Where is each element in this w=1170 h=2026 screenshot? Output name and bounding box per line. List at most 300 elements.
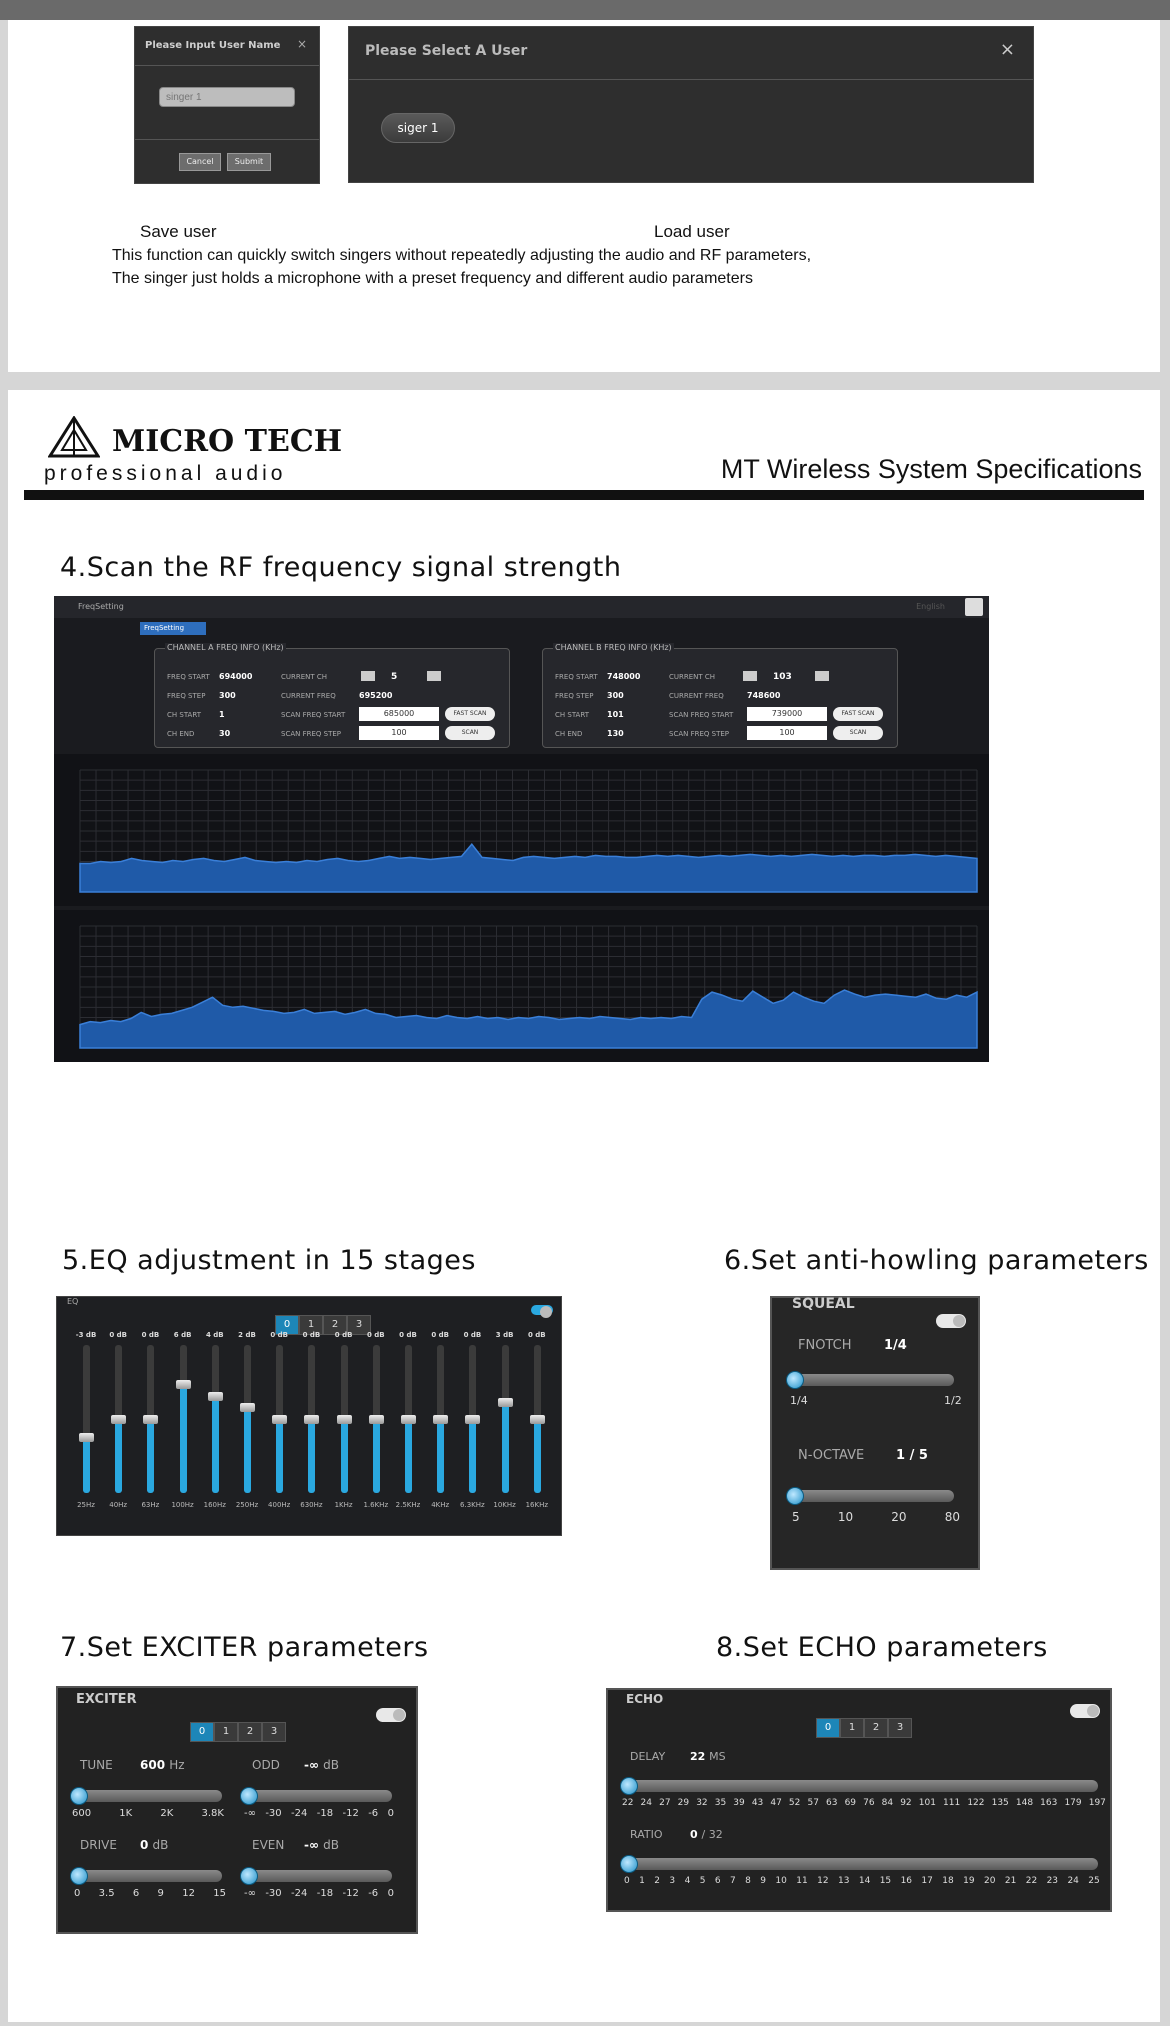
ch-increment-button[interactable] xyxy=(427,671,441,681)
tick-label: 2 xyxy=(654,1876,661,1886)
tick-label: 16 xyxy=(900,1876,913,1886)
tick-label: 21 xyxy=(1004,1876,1017,1886)
eq-band-gain: 0 dB xyxy=(302,1331,321,1339)
odd-ticks xyxy=(244,1808,394,1819)
eq-band-gain: 3 dB xyxy=(495,1331,514,1339)
tick-label: 0 xyxy=(387,1808,394,1819)
section-6-heading: 6.Set anti-howling parameters xyxy=(724,1245,1149,1276)
tick-label: 24 xyxy=(1067,1876,1079,1886)
tick-label: 19 xyxy=(963,1876,975,1886)
odd-slider-handle[interactable] xyxy=(240,1787,258,1805)
eq-band-freq: 40Hz xyxy=(109,1501,128,1509)
tick-label: 15 xyxy=(213,1888,226,1899)
label: SCAN FREQ STEP xyxy=(281,730,341,738)
eq-band-slider[interactable] xyxy=(147,1345,154,1493)
tick-label: 69 xyxy=(844,1798,857,1808)
exciter-enable-toggle[interactable] xyxy=(376,1708,406,1722)
tick-label: -∞ xyxy=(244,1888,256,1899)
ratio-label: RATIO xyxy=(630,1828,663,1841)
tick-label: 2K xyxy=(160,1808,174,1819)
drive-slider[interactable] xyxy=(72,1870,222,1882)
eq-band-handle[interactable] xyxy=(401,1415,416,1424)
eq-band-handle[interactable] xyxy=(111,1415,126,1424)
preset-3-button[interactable]: 3 xyxy=(347,1315,371,1335)
tick-label: 1 xyxy=(639,1876,645,1886)
noctave-label: N-OCTAVE xyxy=(798,1448,865,1463)
tick-label: 6 xyxy=(132,1888,140,1899)
noctave-ticks xyxy=(792,1510,960,1524)
eq-band-freq: 2.5KHz xyxy=(395,1501,421,1509)
tick-label: -12 xyxy=(342,1888,359,1899)
label: SCAN FREQ START xyxy=(281,711,346,719)
tick-label: 3.5 xyxy=(98,1888,115,1899)
eq-band-handle[interactable] xyxy=(176,1380,191,1389)
label: CURRENT CH xyxy=(669,673,716,681)
preset-3-button[interactable]: 3 xyxy=(262,1722,286,1742)
tab-freqsetting[interactable]: FreqSetting xyxy=(140,622,206,635)
tick-label: 10 xyxy=(775,1876,787,1886)
tick-label: 3.8K xyxy=(201,1808,224,1819)
eq-title: EQ xyxy=(67,1297,79,1306)
tick-label: 39 xyxy=(733,1798,745,1808)
tune-value: 600 Hz xyxy=(140,1758,185,1772)
eq-band-fill xyxy=(373,1415,380,1493)
eq-band-gain: 0 dB xyxy=(141,1331,160,1339)
drive-slider-handle[interactable] xyxy=(70,1867,88,1885)
tick-label: 10 xyxy=(837,1510,854,1524)
logo-triangle-icon xyxy=(48,416,100,458)
tick-label: 5 xyxy=(792,1510,800,1524)
tick-label: -24 xyxy=(291,1888,308,1899)
tick-label: 23 xyxy=(1046,1876,1059,1886)
note-line-2: The singer just holds a microphone with a preset frequency and different audio parameters xyxy=(112,270,753,287)
channel-a-title: CHANNEL A FREQ INFO (KHz) xyxy=(167,643,284,652)
eq-band-freq: 1.6KHz xyxy=(363,1501,389,1509)
echo-title: ECHO xyxy=(626,1692,664,1706)
eq-band-handle[interactable] xyxy=(240,1403,255,1412)
eq-band-freq: 4KHz xyxy=(431,1501,450,1509)
delay-slider[interactable] xyxy=(622,1780,1098,1792)
ratio-ticks xyxy=(624,1876,1100,1886)
channel-a-info-panel xyxy=(154,643,510,748)
section-5-heading: 5.EQ adjustment in 15 stages xyxy=(62,1245,476,1276)
drive-label: DRIVE xyxy=(80,1838,117,1852)
tick-label: -30 xyxy=(265,1888,282,1899)
tick-label: 20 xyxy=(984,1876,996,1886)
echo-preset-selector xyxy=(816,1718,912,1738)
scan-start-input-a[interactable]: 685000 xyxy=(359,707,439,721)
label: CURRENT CH xyxy=(281,673,328,681)
freq-step-a: 300 xyxy=(219,691,236,700)
tick-label: 600 xyxy=(72,1808,92,1819)
tick-label: 80 xyxy=(944,1510,960,1524)
close-icon[interactable]: × xyxy=(999,39,1015,60)
load-dialog-title: Please Select A User xyxy=(365,43,528,59)
eq-band-slider[interactable] xyxy=(534,1345,541,1493)
tick-label: 101 xyxy=(918,1798,936,1808)
tick-label: 24 xyxy=(640,1798,652,1808)
tick-label: 7 xyxy=(729,1876,736,1886)
tick-label: 0 xyxy=(387,1888,394,1899)
tick-label: 11 xyxy=(796,1876,808,1886)
app-header xyxy=(54,596,989,618)
language-select[interactable]: English xyxy=(916,602,945,611)
label: CH START xyxy=(167,711,201,719)
label: FREQ STEP xyxy=(167,692,206,700)
eq-band-fill xyxy=(83,1433,90,1494)
tick-label: 4 xyxy=(684,1876,691,1886)
ratio-value: 0 / 32 xyxy=(690,1828,723,1841)
tick-label: 18 xyxy=(942,1876,954,1886)
tick-label: 111 xyxy=(943,1798,961,1808)
even-value: -∞ dB xyxy=(304,1838,340,1852)
eq-band-handle[interactable] xyxy=(433,1415,448,1424)
tick-label: -∞ xyxy=(244,1808,256,1819)
eq-band-fill xyxy=(341,1415,348,1493)
tick-label: -6 xyxy=(368,1888,379,1899)
label: CH END xyxy=(167,730,195,738)
label: FREQ STEP xyxy=(555,692,594,700)
tick-label: 76 xyxy=(863,1798,875,1808)
tick-label: 12 xyxy=(817,1876,829,1886)
freq-start-a: 694000 xyxy=(219,672,253,681)
eq-band-freq: 160Hz xyxy=(203,1501,226,1509)
eq-band-handle[interactable] xyxy=(304,1415,319,1424)
squeal-panel xyxy=(770,1296,980,1570)
preset-1-button[interactable]: 1 xyxy=(299,1315,323,1335)
section-4-heading: 4.Scan the RF frequency signal strength xyxy=(60,552,622,583)
load-user-dialog xyxy=(348,26,1034,183)
eq-band-slider[interactable] xyxy=(405,1345,412,1493)
eq-band-fill xyxy=(244,1403,251,1493)
tick-label: -30 xyxy=(265,1808,282,1819)
tick-label: 9 xyxy=(760,1876,766,1886)
eq-band-slider[interactable] xyxy=(115,1345,122,1493)
submit-button[interactable]: Submit xyxy=(227,153,271,171)
eq-band-fill xyxy=(469,1415,476,1493)
page-header-title: MT Wireless System Specifications xyxy=(720,454,1142,484)
exciter-preset-selector xyxy=(190,1722,286,1742)
ch-increment-button[interactable] xyxy=(815,671,829,681)
load-user-caption: Load user xyxy=(654,222,730,241)
save-user-dialog xyxy=(134,26,320,184)
top-bar xyxy=(0,0,1170,20)
eq-band-gain: 0 dB xyxy=(431,1331,450,1339)
tune-label: TUNE xyxy=(80,1758,113,1772)
echo-panel xyxy=(606,1688,1112,1912)
preset-0-button[interactable]: 0 xyxy=(816,1718,840,1738)
freq-start-b: 748000 xyxy=(607,672,641,681)
tick-label: 47 xyxy=(770,1798,782,1808)
tune-slider[interactable] xyxy=(72,1790,222,1802)
divider xyxy=(135,139,319,140)
fnotch-max: 1/2 xyxy=(944,1394,962,1407)
delay-slider-handle[interactable] xyxy=(620,1777,638,1795)
tick-label: 12 xyxy=(182,1888,195,1899)
app-tab-title: FreqSetting xyxy=(78,602,124,611)
tick-label: -18 xyxy=(316,1808,334,1819)
tick-label: 179 xyxy=(1064,1798,1082,1808)
squeal-enable-toggle[interactable] xyxy=(936,1314,966,1328)
ch-end-a: 30 xyxy=(219,729,231,738)
brand-subtitle: professional audio xyxy=(44,462,287,485)
tick-label: -6 xyxy=(368,1808,379,1819)
preset-1-button[interactable]: 1 xyxy=(840,1718,864,1738)
eq-band-freq: 25Hz xyxy=(77,1501,95,1509)
tick-label: 63 xyxy=(826,1798,838,1808)
fnotch-min: 1/4 xyxy=(790,1394,808,1407)
current-freq-b: 748600 xyxy=(747,691,781,700)
label: CH START xyxy=(555,711,589,719)
eq-band-gain: 6 dB xyxy=(173,1331,192,1339)
eq-band-fill xyxy=(405,1415,412,1493)
tick-label: -12 xyxy=(342,1808,359,1819)
save-dialog-title: Please Input User Name xyxy=(145,40,281,51)
brand-name: MICRO TECH xyxy=(112,424,343,459)
scan-button-b[interactable]: SCAN xyxy=(833,726,883,740)
tick-label: -24 xyxy=(291,1808,308,1819)
eq-band-fill xyxy=(308,1415,315,1493)
eq-band-gain: 0 dB xyxy=(366,1331,385,1339)
tick-label: 17 xyxy=(921,1876,933,1886)
even-slider-handle[interactable] xyxy=(240,1867,258,1885)
eq-band-fill xyxy=(212,1392,219,1493)
ratio-slider-handle[interactable] xyxy=(620,1855,638,1873)
fnotch-slider-handle[interactable] xyxy=(786,1371,804,1389)
eq-band-freq: 63Hz xyxy=(141,1501,160,1509)
tick-label: 163 xyxy=(1040,1798,1058,1808)
eq-band-handle[interactable] xyxy=(498,1398,513,1407)
eq-band-handle[interactable] xyxy=(465,1415,480,1424)
fnotch-label: FNOTCH xyxy=(798,1338,852,1353)
tick-label: 8 xyxy=(745,1876,751,1886)
tick-label: 22 xyxy=(1025,1876,1038,1886)
user-item-button[interactable]: siger 1 xyxy=(381,113,455,143)
note-line-1: This function can quickly switch singers without repeatedly adjusting the audio and RF parameters, xyxy=(112,247,812,264)
tick-label: 92 xyxy=(900,1798,912,1808)
tick-label: 15 xyxy=(879,1876,892,1886)
tick-label: 32 xyxy=(696,1798,708,1808)
drive-ticks xyxy=(74,1888,226,1899)
current-freq-a: 695200 xyxy=(359,691,393,700)
noctave-slider[interactable] xyxy=(788,1490,954,1502)
preset-2-button[interactable]: 2 xyxy=(864,1718,888,1738)
even-ticks xyxy=(244,1888,394,1899)
squeal-title: SQUEAL xyxy=(792,1296,855,1312)
label: CURRENT FREQ xyxy=(281,692,336,700)
eq-panel xyxy=(56,1296,562,1536)
label: FREQ START xyxy=(167,673,210,681)
eq-band-gain: 0 dB xyxy=(463,1331,482,1339)
section-8-heading: 8.Set ECHO parameters xyxy=(716,1632,1048,1663)
eq-band-fill xyxy=(180,1380,187,1493)
tick-label: 0 xyxy=(624,1876,630,1886)
delay-value: 22 MS xyxy=(690,1750,726,1763)
eq-band-fill xyxy=(437,1415,444,1493)
eq-band-slider[interactable] xyxy=(212,1345,219,1493)
scan-step-input-a[interactable]: 100 xyxy=(359,726,439,740)
current-ch-b: 103 xyxy=(773,672,792,682)
eq-band-freq: 6.3KHz xyxy=(460,1501,485,1509)
eq-band-handle[interactable] xyxy=(272,1415,287,1424)
tick-label: 25 xyxy=(1088,1876,1100,1886)
tick-label: 0 xyxy=(74,1888,81,1899)
eq-band-gain: 4 dB xyxy=(205,1331,224,1339)
preset-2-button[interactable]: 2 xyxy=(323,1315,347,1335)
eq-band-slider[interactable] xyxy=(180,1345,187,1493)
eq-band-fill xyxy=(276,1415,283,1493)
tune-ticks xyxy=(72,1808,224,1819)
label: CH END xyxy=(555,730,583,738)
tick-label: 20 xyxy=(891,1510,907,1524)
eq-band-gain: 0 dB xyxy=(270,1331,289,1339)
tick-label: 35 xyxy=(714,1798,727,1808)
eq-band-handle[interactable] xyxy=(530,1415,545,1424)
eq-band-handle[interactable] xyxy=(143,1415,158,1424)
ch-decrement-button[interactable] xyxy=(361,671,375,681)
tick-label: 57 xyxy=(807,1798,819,1808)
divider xyxy=(349,79,1033,80)
eq-band-freq: 10KHz xyxy=(493,1501,516,1509)
ch-start-a: 1 xyxy=(219,710,225,719)
eq-band-slider[interactable] xyxy=(83,1345,90,1493)
eq-band-gain: 0 dB xyxy=(527,1331,546,1339)
eq-band-handle[interactable] xyxy=(369,1415,384,1424)
fnotch-value: 1/4 xyxy=(884,1338,907,1353)
even-label: EVEN xyxy=(252,1838,285,1852)
preset-0-button[interactable]: 0 xyxy=(275,1315,299,1335)
eq-band-slider[interactable] xyxy=(244,1345,251,1493)
freq-step-b: 300 xyxy=(607,691,624,700)
divider xyxy=(135,65,319,66)
eq-band-gain: 2 dB xyxy=(238,1331,256,1339)
close-icon[interactable]: × xyxy=(296,37,307,51)
eq-band-slider[interactable] xyxy=(373,1345,380,1493)
ch-decrement-button[interactable] xyxy=(743,671,757,681)
eq-band-gain: -3 dB xyxy=(75,1331,97,1339)
eq-band-freq: 630Hz xyxy=(300,1501,323,1509)
tick-label: 122 xyxy=(967,1798,985,1808)
eq-band-slider[interactable] xyxy=(437,1345,444,1493)
username-input[interactable] xyxy=(159,87,295,107)
eq-band-fill xyxy=(115,1415,122,1493)
rf-scan-screenshot xyxy=(54,596,989,1062)
save-user-caption: Save user xyxy=(140,222,217,241)
echo-enable-toggle[interactable] xyxy=(1070,1704,1100,1718)
odd-value: -∞ dB xyxy=(304,1758,340,1772)
tick-label: 14 xyxy=(858,1876,871,1886)
scan-step-input-b[interactable]: 100 xyxy=(747,726,827,740)
exciter-title: EXCITER xyxy=(76,1692,137,1707)
tick-label: 3 xyxy=(669,1876,676,1886)
tick-label: 9 xyxy=(157,1888,164,1899)
cancel-button[interactable]: Cancel xyxy=(179,153,221,171)
eq-band-slider[interactable] xyxy=(276,1345,283,1493)
scan-button-a[interactable]: SCAN xyxy=(445,726,495,740)
ch-start-b: 101 xyxy=(607,710,624,719)
delay-label: DELAY xyxy=(630,1750,666,1763)
tick-label: 5 xyxy=(699,1876,706,1886)
ch-end-b: 130 xyxy=(607,729,624,738)
label: FREQ START xyxy=(555,673,598,681)
tick-label: 135 xyxy=(991,1798,1009,1808)
eq-band-gain: 0 dB xyxy=(109,1331,128,1339)
eq-band-fill xyxy=(147,1415,154,1493)
fast-scan-button-b[interactable]: FAST SCAN xyxy=(833,707,883,721)
eq-band-freq: 250Hz xyxy=(235,1501,259,1509)
rssi-a-chart xyxy=(54,754,989,906)
scan-start-input-b[interactable]: 739000 xyxy=(747,707,827,721)
user-avatar-icon[interactable] xyxy=(965,598,983,616)
preset-3-button[interactable]: 3 xyxy=(888,1718,912,1738)
tune-slider-handle[interactable] xyxy=(70,1787,88,1805)
exciter-panel xyxy=(56,1686,418,1934)
preset-0-button[interactable]: 0 xyxy=(190,1722,214,1742)
fast-scan-button-a[interactable]: FAST SCAN xyxy=(445,707,495,721)
eq-band-freq: 400Hz xyxy=(268,1501,291,1509)
tick-label: 6 xyxy=(714,1876,721,1886)
preset-1-button[interactable]: 1 xyxy=(214,1722,238,1742)
eq-band-freq: 1KHz xyxy=(334,1501,353,1509)
label: CURRENT FREQ xyxy=(669,692,724,700)
eq-band-freq: 16KHz xyxy=(525,1501,549,1509)
eq-band-fill xyxy=(534,1415,541,1493)
eq-band-freq: 100Hz xyxy=(171,1501,194,1509)
tick-label: 13 xyxy=(837,1876,850,1886)
eq-band-handle[interactable] xyxy=(79,1433,94,1442)
channel-b-info-panel xyxy=(542,643,898,748)
eq-band-gain: 0 dB xyxy=(399,1331,417,1339)
header-rule xyxy=(24,490,1144,500)
even-slider[interactable] xyxy=(242,1870,392,1882)
channel-b-title: CHANNEL B FREQ INFO (KHz) xyxy=(555,643,672,652)
eq-band-slider[interactable] xyxy=(469,1345,476,1493)
tick-label: 148 xyxy=(1015,1798,1034,1808)
label: SCAN FREQ STEP xyxy=(669,730,729,738)
tick-label: -18 xyxy=(316,1888,334,1899)
tick-label: 197 xyxy=(1088,1798,1106,1808)
odd-slider[interactable] xyxy=(242,1790,392,1802)
eq-band-slider[interactable] xyxy=(308,1345,315,1493)
drive-value: 0 dB xyxy=(140,1838,169,1852)
eq-band-handle[interactable] xyxy=(208,1392,223,1401)
tick-label: 84 xyxy=(881,1798,894,1808)
ratio-slider[interactable] xyxy=(622,1858,1098,1870)
eq-band-fill xyxy=(502,1398,509,1494)
tick-label: 1K xyxy=(119,1808,133,1819)
tick-label: 27 xyxy=(659,1798,671,1808)
odd-label: ODD xyxy=(252,1758,280,1772)
delay-ticks xyxy=(622,1798,1106,1808)
noctave-value: 1 / 5 xyxy=(896,1448,928,1463)
section-7-heading: 7.Set EXCITER parameters xyxy=(60,1632,429,1663)
eq-band-slider[interactable] xyxy=(502,1345,509,1493)
label: SCAN FREQ START xyxy=(669,711,734,719)
rssi-b-chart xyxy=(54,910,989,1062)
tick-label: 29 xyxy=(677,1798,690,1808)
noctave-slider-handle[interactable] xyxy=(786,1487,804,1505)
eq-band-slider[interactable] xyxy=(341,1345,348,1493)
tick-label: 52 xyxy=(788,1798,801,1808)
preset-2-button[interactable]: 2 xyxy=(238,1722,262,1742)
eq-band-handle[interactable] xyxy=(337,1415,352,1424)
eq-band-gain: 0 dB xyxy=(334,1331,353,1339)
eq-enable-toggle[interactable] xyxy=(531,1305,553,1315)
current-ch-a: 5 xyxy=(391,672,398,682)
tick-label: 22 xyxy=(622,1798,634,1808)
tick-label: 43 xyxy=(751,1798,764,1808)
fnotch-slider[interactable] xyxy=(788,1374,954,1386)
